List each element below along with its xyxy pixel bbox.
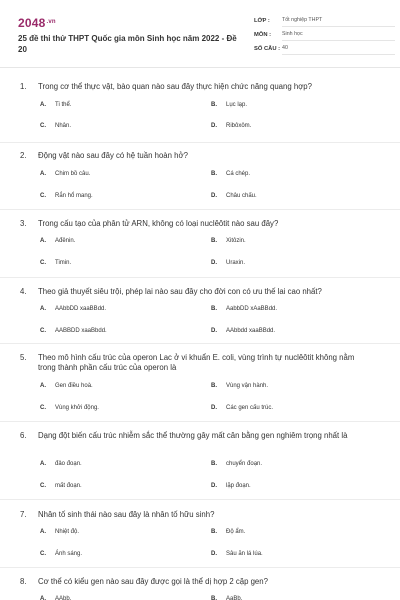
option-letter: D. xyxy=(211,123,217,129)
option-text: Rắn hổ mang. xyxy=(55,193,93,199)
question-divider xyxy=(0,142,400,143)
meta-count xyxy=(254,42,395,55)
option-letter: C. xyxy=(40,260,46,266)
question-divider xyxy=(0,499,400,500)
option-letter: A. xyxy=(40,461,46,467)
option-a[interactable] xyxy=(40,383,93,389)
option-text: Nhiệt độ. xyxy=(55,529,80,535)
option-letter: D. xyxy=(211,551,217,557)
question-text: Cơ thể có kiểu gen nào sau đây được gọi là thể dị hợp 2 cặp gen? xyxy=(38,577,268,586)
option-c[interactable] xyxy=(40,551,82,557)
option-a[interactable] xyxy=(40,306,106,312)
option-d[interactable] xyxy=(211,483,251,489)
option-letter: D. xyxy=(211,193,217,199)
option-letter: A. xyxy=(40,238,46,244)
site-logo[interactable] xyxy=(18,16,56,30)
option-text: Vùng vận hành. xyxy=(226,383,269,389)
question-number: 8. xyxy=(20,577,27,586)
option-letter: C. xyxy=(40,328,46,334)
question-text: Nhân tố sinh thái nào sau đây là nhân tố hữu sinh? xyxy=(38,510,215,519)
option-b[interactable] xyxy=(211,102,247,108)
question-divider xyxy=(0,567,400,568)
question-divider xyxy=(0,343,400,344)
option-d[interactable] xyxy=(211,328,275,334)
option-text: Các gen cấu trúc. xyxy=(226,405,274,411)
option-c[interactable] xyxy=(40,193,93,199)
meta-count-label: SỐ CÂU : xyxy=(254,45,281,52)
question-text: Trong cơ thể thực vật, bào quan nào sau đây thực hiện chức năng quang hợp? xyxy=(38,82,312,91)
option-c[interactable] xyxy=(40,123,71,129)
option-c[interactable] xyxy=(40,405,99,411)
option-letter: B. xyxy=(211,171,217,177)
option-b[interactable] xyxy=(211,238,246,244)
option-text: Ánh sáng. xyxy=(55,551,83,557)
option-b[interactable] xyxy=(211,306,277,312)
document-title: 25 đề thi thử THPT Quốc gia môn Sinh học năm 2022 - Đề 20 xyxy=(18,34,237,54)
option-text: lặp đoạn. xyxy=(226,483,251,489)
meta-subject-value: Sinh học xyxy=(282,28,395,41)
option-a[interactable] xyxy=(40,171,90,177)
meta-subject xyxy=(254,28,395,41)
question-text: Động vật nào sau đây có hệ tuần hoàn hở? xyxy=(38,151,188,160)
option-letter: A. xyxy=(40,596,46,600)
logo-sub: .vn xyxy=(46,19,56,25)
question-text: Theo mô hình cấu trúc của operon Lac ở vi khuẩn E. coli, vùng trình tự nuclêôtit không nằm trong thành phần cấu trúc của operon là xyxy=(38,353,355,372)
option-letter: C. xyxy=(40,551,46,557)
option-c[interactable] xyxy=(40,483,82,489)
option-letter: B. xyxy=(211,238,217,244)
question-divider xyxy=(0,421,400,422)
option-text: Sâu ăn lá lúa. xyxy=(226,551,263,557)
option-letter: B. xyxy=(211,102,217,108)
option-text: Ađênin. xyxy=(55,238,76,244)
option-b[interactable] xyxy=(211,461,262,467)
option-letter: D. xyxy=(211,260,217,266)
question-number: 6. xyxy=(20,431,27,440)
option-letter: D. xyxy=(211,483,217,489)
option-letter: A. xyxy=(40,171,46,177)
option-a[interactable] xyxy=(40,529,79,535)
option-b[interactable] xyxy=(211,171,250,177)
option-text: AaBb. xyxy=(226,596,243,600)
option-letter: C. xyxy=(40,405,46,411)
option-a[interactable] xyxy=(40,596,71,600)
document-header xyxy=(0,0,400,68)
meta-class-label: LỚP : xyxy=(254,17,270,24)
option-text: Timin. xyxy=(55,260,72,266)
option-text: Ti thể. xyxy=(55,102,72,108)
option-letter: C. xyxy=(40,123,46,129)
option-text: AABBDD xaaBbdd. xyxy=(55,328,107,334)
meta-count-value: 40 xyxy=(282,42,395,55)
option-text: mất đoạn. xyxy=(55,483,82,489)
option-b[interactable] xyxy=(211,383,268,389)
option-d[interactable] xyxy=(211,193,257,199)
option-letter: A. xyxy=(40,102,46,108)
question-number: 7. xyxy=(20,510,27,519)
option-text: AAbbdd xaaBBdd. xyxy=(226,328,276,334)
option-a[interactable] xyxy=(40,102,71,108)
option-text: Độ ẩm. xyxy=(226,529,246,535)
question-divider xyxy=(0,277,400,278)
option-text: Nhân. xyxy=(55,123,72,129)
question-number: 2. xyxy=(20,151,27,160)
option-d[interactable] xyxy=(211,405,273,411)
question-divider xyxy=(0,209,400,210)
option-letter: A. xyxy=(40,383,46,389)
option-text: AAbbDD xaaBBdd. xyxy=(55,306,107,312)
option-d[interactable] xyxy=(211,260,245,266)
option-text: đảo đoạn. xyxy=(55,461,82,467)
option-letter: A. xyxy=(40,306,46,312)
option-letter: B. xyxy=(211,596,217,600)
option-text: Châu chấu. xyxy=(226,193,257,199)
question-number: 1. xyxy=(20,82,27,91)
option-d[interactable] xyxy=(211,551,263,557)
option-text: Xitôzin. xyxy=(226,238,246,244)
option-text: Chim bồ câu. xyxy=(55,171,91,177)
question-text: Trong cấu tạo của phân tử ARN, không có loại nuclêôtit nào sau đây? xyxy=(38,219,279,228)
meta-subject-label: MÔN : xyxy=(254,31,272,38)
option-a[interactable] xyxy=(40,238,75,244)
option-letter: D. xyxy=(211,328,217,334)
option-text: Vùng khởi động. xyxy=(55,405,99,411)
option-c[interactable] xyxy=(40,328,107,334)
option-letter: D. xyxy=(211,405,217,411)
question-text: Theo giả thuyết siêu trội, phép lai nào sau đây cho đời con có ưu thế lai cao nhất? xyxy=(38,287,322,296)
logo-main: 2048 xyxy=(18,16,46,30)
option-text: chuyển đoạn. xyxy=(226,461,263,467)
option-letter: C. xyxy=(40,483,46,489)
option-text: Gen điều hoà. xyxy=(55,383,93,389)
question-number: 4. xyxy=(20,287,27,296)
question-number: 5. xyxy=(20,353,27,362)
question-text: Dạng đột biến cấu trúc nhiễm sắc thể thường gây mất cân bằng gen nghiêm trọng nhất là xyxy=(38,431,348,440)
option-letter: B. xyxy=(211,383,217,389)
option-letter: C. xyxy=(40,193,46,199)
option-text: AabbDD xAaBBdd. xyxy=(226,306,278,312)
option-c[interactable] xyxy=(40,260,71,266)
option-letter: A. xyxy=(40,529,46,535)
option-text: Uraxin. xyxy=(226,260,246,266)
meta-class-value: Tốt nghiệp THPT xyxy=(282,14,395,27)
option-letter: B. xyxy=(211,306,217,312)
meta-class xyxy=(254,14,395,27)
option-letter: B. xyxy=(211,529,217,535)
option-b[interactable] xyxy=(211,529,245,535)
option-b[interactable] xyxy=(211,596,242,600)
option-d[interactable] xyxy=(211,123,251,129)
option-text: Cá chép. xyxy=(226,171,251,177)
option-letter: B. xyxy=(211,461,217,467)
option-text: Lục lạp. xyxy=(226,102,248,108)
option-text: AAbb. xyxy=(55,596,72,600)
option-a[interactable] xyxy=(40,461,82,467)
option-text: Ribôxôm. xyxy=(226,123,252,129)
question-number: 3. xyxy=(20,219,27,228)
